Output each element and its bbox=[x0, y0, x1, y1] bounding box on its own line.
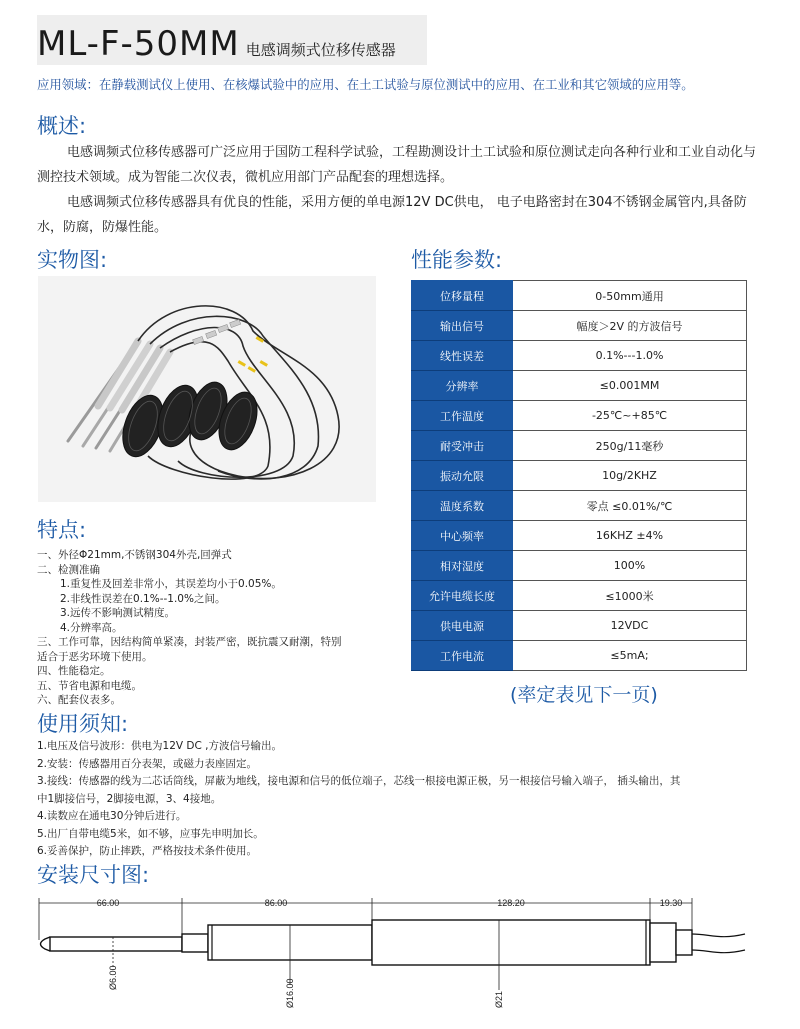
usage-item: 2.安装：传感器用百分表架，或磁力表座固定。 bbox=[37, 757, 258, 770]
features-list bbox=[37, 548, 387, 708]
spec-value: 100% bbox=[513, 551, 747, 581]
spec-value: 250g/11毫秒 bbox=[513, 431, 747, 461]
spec-key: 供电电源 bbox=[412, 611, 513, 641]
feature-subitem: 4.分辨率高。 bbox=[60, 621, 123, 634]
spec-row bbox=[412, 521, 747, 551]
calibration-note: (率定表见下一页) bbox=[510, 684, 658, 706]
feature-item: 适合于恶劣环境下使用。 bbox=[37, 650, 153, 663]
usage-item: 3.接线：传感器的线为二芯话筒线，屏蔽为地线，接电源和信号的低位端子，芯线一根接电源正极，另一根接信号输入端子， 插头输出，其 bbox=[37, 775, 681, 787]
spec-key: 工作电流 bbox=[412, 641, 513, 671]
specs-table bbox=[411, 280, 747, 671]
usage-heading: 使用须知: bbox=[37, 712, 129, 736]
spec-key: 允许电缆长度 bbox=[412, 581, 513, 611]
product-name: 电感调频式位移传感器 bbox=[245, 41, 396, 59]
spec-value: 零点 ≤0.01%/℃ bbox=[513, 491, 747, 521]
product-photo-illustration bbox=[38, 276, 376, 502]
dim-diameter-label: Ø16.00 bbox=[285, 978, 295, 1008]
overview-heading: 概述: bbox=[37, 114, 87, 138]
spec-value: 0.1%---1.0% bbox=[513, 341, 747, 371]
spec-key: 耐受冲击 bbox=[412, 431, 513, 461]
spec-row bbox=[412, 311, 747, 341]
spec-row bbox=[412, 431, 747, 461]
dimensions-heading: 安装尺寸图: bbox=[37, 863, 150, 887]
spec-value: ≤5mA; bbox=[513, 641, 747, 671]
spec-value: ≤1000米 bbox=[513, 581, 747, 611]
usage-item: 4.读数应在通电30分钟后进行。 bbox=[37, 810, 187, 822]
dim-length-label: 66.00 bbox=[96, 898, 120, 908]
spec-value: 12VDC bbox=[513, 611, 747, 641]
spec-value: 16KHZ ±4% bbox=[513, 521, 747, 551]
dim-length-label: 19.30 bbox=[659, 898, 683, 908]
feature-item: 五、节省电源和电缆。 bbox=[37, 679, 142, 692]
dim-diameter-label: Ø21 bbox=[494, 990, 504, 1008]
spec-key: 相对湿度 bbox=[412, 551, 513, 581]
overview-section bbox=[37, 140, 767, 240]
usage-list bbox=[37, 738, 767, 861]
feature-subitem: 1.重复性及回差非常小，其误差均小于0.05%。 bbox=[60, 578, 282, 590]
spec-value: 幅度＞2V 的方波信号 bbox=[513, 311, 747, 341]
spec-row bbox=[412, 581, 747, 611]
dimension-drawing bbox=[30, 890, 770, 1025]
spec-row bbox=[412, 371, 747, 401]
spec-key: 温度系数 bbox=[412, 491, 513, 521]
product-title bbox=[37, 20, 396, 74]
spec-row bbox=[412, 341, 747, 371]
spec-key: 输出信号 bbox=[412, 311, 513, 341]
feature-subitem: 2.非线性误差在0.1%--1.0%之间。 bbox=[60, 592, 226, 605]
usage-item: 6.妥善保护，防止摔跌，严格按技术条件使用。 bbox=[37, 845, 258, 857]
spec-value: 0-50mm通用 bbox=[513, 281, 747, 311]
overview-paragraph: 电感调频式位移传感器可广泛应用于国防工程科学试验，工程勘测设计土工试验和原位测试走向各种行业和工业自动化与测控技术领域。成为智能二次仪表，微机应用部门产品配套的理想选择。 bbox=[37, 145, 757, 185]
feature-item: 二、检测准确 bbox=[37, 563, 100, 576]
spec-value: 10g/2KHZ bbox=[513, 461, 747, 491]
spec-row bbox=[412, 551, 747, 581]
feature-item: 六、配套仪表多。 bbox=[37, 694, 121, 706]
spec-row bbox=[412, 611, 747, 641]
spec-key: 振动允限 bbox=[412, 461, 513, 491]
feature-item: 三、工作可靠，因结构简单紧凑，封装严密，既抗震又耐潮，特别 bbox=[37, 636, 342, 648]
feature-subitem: 3.远传不影响测试精度。 bbox=[60, 607, 176, 619]
spec-row bbox=[412, 491, 747, 521]
specs-heading: 性能参数: bbox=[411, 248, 503, 272]
spec-value: -25℃~+85℃ bbox=[513, 401, 747, 431]
spec-row bbox=[412, 641, 747, 671]
spec-row bbox=[412, 461, 747, 491]
spec-key: 工作温度 bbox=[412, 401, 513, 431]
spec-row bbox=[412, 401, 747, 431]
usage-item: 中1脚接信号，2脚接电源，3、4接地。 bbox=[37, 792, 222, 805]
feature-item: 一、外径Φ21mm,不锈钢304外壳,回弹式 bbox=[37, 549, 232, 561]
application-field: 应用领域：在静载测试仪上使用、在核爆试验中的应用、在土工试验与原位测试中的应用、在工业和其它领域的应用等。 bbox=[37, 77, 694, 92]
features-heading: 特点: bbox=[37, 518, 87, 542]
usage-item: 5.出厂自带电缆5米，如不够，应事先申明加长。 bbox=[37, 827, 264, 840]
feature-item: 四、性能稳定。 bbox=[37, 665, 111, 677]
spec-value: ≤0.001MM bbox=[513, 371, 747, 401]
spec-key: 线性误差 bbox=[412, 341, 513, 371]
usage-item: 1.电压及信号波形：供电为12V DC ,方波信号输出。 bbox=[37, 740, 282, 752]
model-number: ML-F-50MM bbox=[37, 24, 240, 64]
overview-paragraph: 电感调频式位移传感器具有优良的性能，采用方便的单电源12V DC供电， 电子电路密封在304不锈钢金属管内,具备防水，防腐，防爆性能。 bbox=[37, 195, 747, 235]
photo-heading: 实物图: bbox=[37, 248, 108, 272]
dim-length-label: 86.00 bbox=[264, 898, 288, 908]
spec-key: 中心频率 bbox=[412, 521, 513, 551]
dim-length-label: 128.20 bbox=[497, 898, 525, 908]
dim-diameter-label: Ø6.00 bbox=[108, 965, 118, 990]
spec-row bbox=[412, 281, 747, 311]
spec-key: 分辨率 bbox=[412, 371, 513, 401]
product-photo bbox=[38, 276, 376, 502]
spec-key: 位移量程 bbox=[412, 281, 513, 311]
